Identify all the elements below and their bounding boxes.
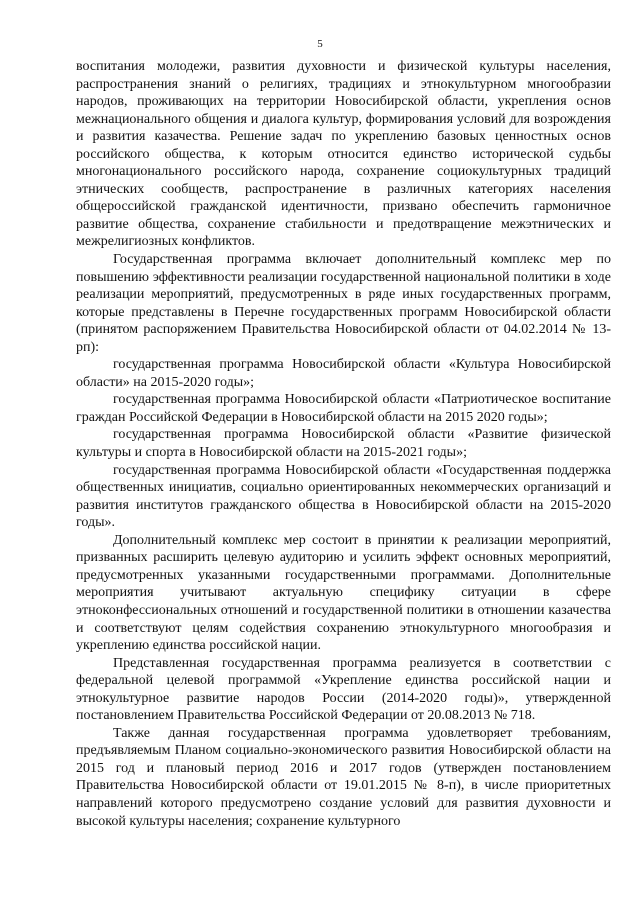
paragraph: Представленная государственная программа реализуется в соответствии с федеральной целевой программой «Укрепление единства российской нации и этнокультурное развитие народов России (2014-2020 годы)», утвержденной постановлением Правительства Российской Федерации от 20.08.2013 № 718. xyxy=(76,655,611,724)
paragraph: Государственная программа включает дополнительный комплекс мер по повышению эффективности реализации государственной национальной политики в ходе реализации мероприятий, предусмотренных в ряде иных государственных программ, которые представлены в Перечне государственных программ Новосибирской области (принятом распоряжением Правительства Новосибирской области от 04.02.2014 № 13-рп): xyxy=(76,252,611,355)
paragraph-list-item: государственная программа Новосибирской области «Культура Новосибирской области» на 2015-2020 годы»; xyxy=(76,357,611,390)
paragraph: Дополнительный комплекс мер состоит в принятии к реализации мероприятий, призванных расширить целевую аудиторию и усилить эффект основных мероприятий, предусмотренных указанными государственными программами. Дополнительные мероприятия учитывают актуальную специфику ситуации в сфере этноконфессиональных отношений и государственной политики в отношении казачества и соответствуют целям содействия сохранению этнокультурного многообразия и укреплению единства российской нации. xyxy=(76,532,611,654)
paragraph: Также данная государственная программа удовлетворяет требованиям, предъявляемым Планом социально-экономического развития Новосибирской области на 2015 год и плановый период 2016 и 2017 годов (утвержден постановлением Правительства Новосибирской области от 19.01.2015 № 8-п), в числе приоритетных направлений которого предусмотрено создание условий для развития духовности и высокой культуры населения; сохранение культурного xyxy=(76,725,611,829)
paragraph-list-item: государственная программа Новосибирской области «Патриотическое воспитание граждан Российской Федерации в Новосибирской области на 2015 2020 годы»; xyxy=(76,392,611,425)
paragraph-list-item: государственная программа Новосибирской области «Развитие физической культуры и спорта в Новосибирской области на 2015-2021 годы»; xyxy=(76,427,611,461)
paragraph-list-item: государственная программа Новосибирской области «Государственная поддержка общественных инициатив, социально ориентированных некоммерческих организаций и развития институтов гражданского общества в Новосибирской области на 2015-2020 годы». xyxy=(76,462,611,531)
document-body xyxy=(76,58,611,830)
paragraph-continuation: воспитания молодежи, развития духовности и физической культуры населения, распространения знаний о религиях, традициях и этнокультурном многообразии народов, проживающих на территории Новосибирской области, укрепления основ межнационального общения и диалога культур, формирования условий для возрождения и развития казачества. Решение задач по укреплению базовых ценностных основ российского общества, к которым относится единство исторической судьбы многонационального российского народа, сохранение социокультурных традиций этнических сообществ, распространение в различных категориях населения общероссийской гражданской идентичности, призвано обеспечить гармоничное развитие общества, сохранение стабильности и предотвращение межэтнических и межрелигиозных конфликтов. xyxy=(76,59,611,250)
page-number: 5 xyxy=(317,38,323,50)
